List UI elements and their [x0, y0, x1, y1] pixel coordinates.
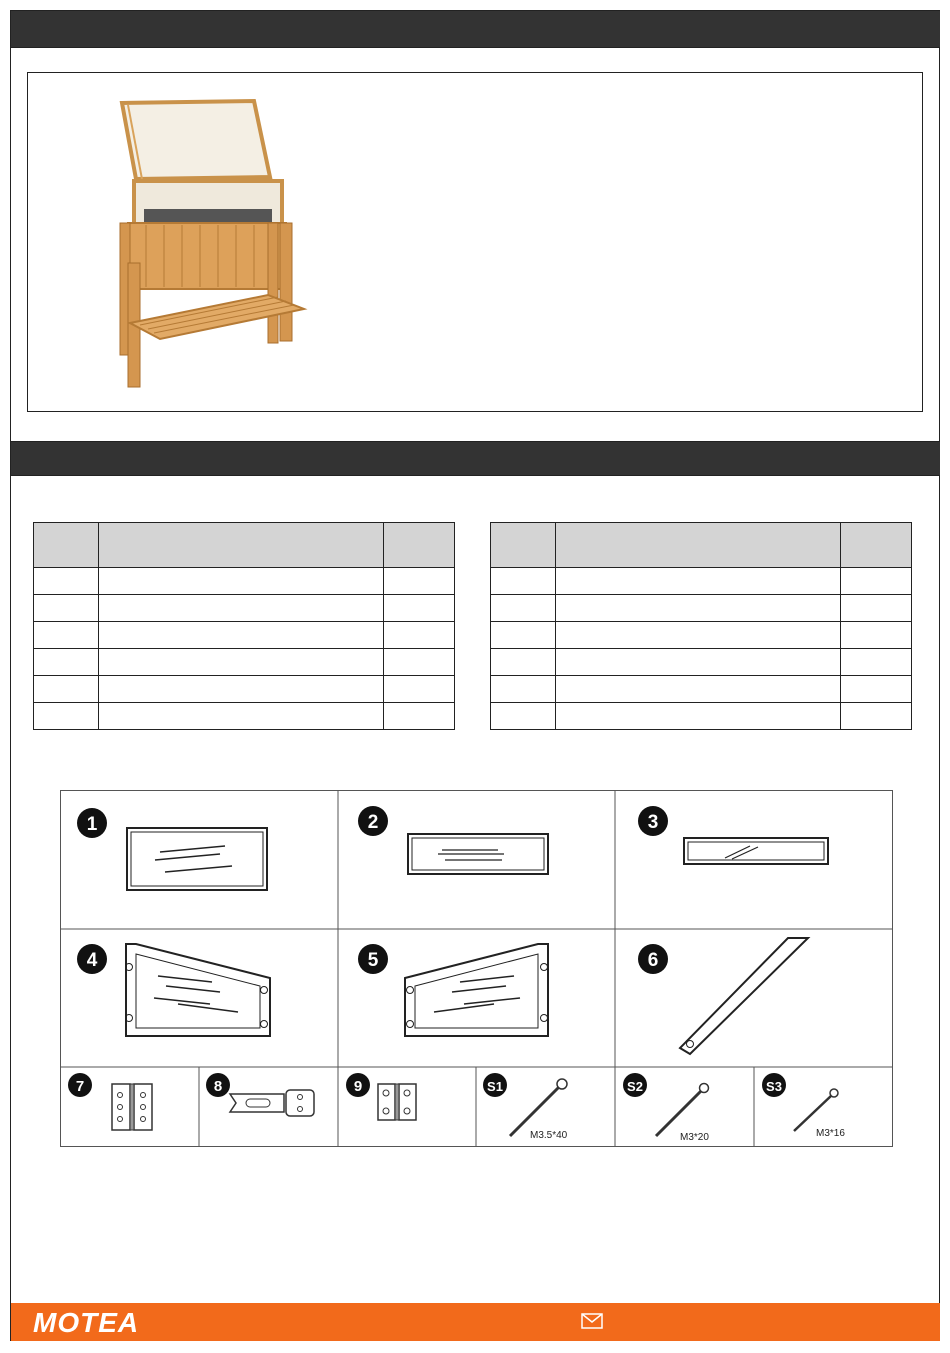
screw-s2: [623, 1073, 709, 1143]
screw-size-label: M3*16: [816, 1128, 845, 1139]
table-row: [34, 676, 455, 703]
part-number: S2: [627, 1079, 643, 1094]
part-number: 2: [367, 812, 379, 833]
part-number: 5: [367, 950, 379, 971]
table-header-cell: [34, 523, 99, 568]
screw-s1: [483, 1073, 568, 1141]
part-3: [638, 806, 828, 864]
section-divider: [11, 475, 940, 476]
table-header-cell: [384, 523, 455, 568]
part-2: [358, 806, 548, 874]
table-header-cell: [555, 523, 841, 568]
table-row: [34, 595, 455, 622]
parts-table-right: [490, 522, 912, 730]
part-8: [206, 1073, 314, 1116]
part-1: [77, 808, 267, 890]
table-row: [491, 595, 912, 622]
parts-diagram: [60, 790, 893, 1147]
table-row: [491, 622, 912, 649]
table-row: [491, 568, 912, 595]
part-9: [346, 1073, 416, 1120]
part-number: 7: [75, 1078, 85, 1095]
part-6: [638, 938, 808, 1054]
table-row: [34, 649, 455, 676]
section-header-bar-parts: [11, 442, 940, 475]
footer-bar: [11, 1303, 940, 1341]
part-number: 4: [86, 950, 98, 971]
section-header-bar-product: [11, 11, 940, 47]
table-row: [491, 703, 912, 730]
table-row: [491, 676, 912, 703]
part-7: [68, 1073, 152, 1130]
product-image-box: [27, 72, 923, 412]
screw-s3: [762, 1073, 845, 1139]
screw-size-label: M3*20: [680, 1132, 709, 1143]
part-number: 8: [213, 1078, 223, 1095]
cold-frame-planter-illustration: [68, 83, 328, 413]
parts-table-left: [33, 522, 455, 730]
part-number: S3: [766, 1079, 782, 1094]
table-row: [34, 568, 455, 595]
table-row: [34, 703, 455, 730]
part-number: 9: [353, 1078, 363, 1095]
part-number: 1: [86, 814, 98, 835]
brand-logo: MOTEA: [33, 1307, 140, 1338]
table-header-cell: [841, 523, 912, 568]
part-number: 3: [647, 812, 659, 833]
envelope-icon: [581, 1313, 603, 1329]
table-header-cell: [491, 523, 556, 568]
table-row: [34, 622, 455, 649]
table-row: [491, 649, 912, 676]
part-number: 6: [647, 950, 659, 971]
section-divider: [11, 47, 940, 48]
part-4: [77, 944, 270, 1036]
table-header-cell: [98, 523, 384, 568]
part-5: [358, 944, 548, 1036]
part-number: S1: [487, 1079, 503, 1094]
screw-size-label: M3.5*40: [530, 1130, 568, 1141]
